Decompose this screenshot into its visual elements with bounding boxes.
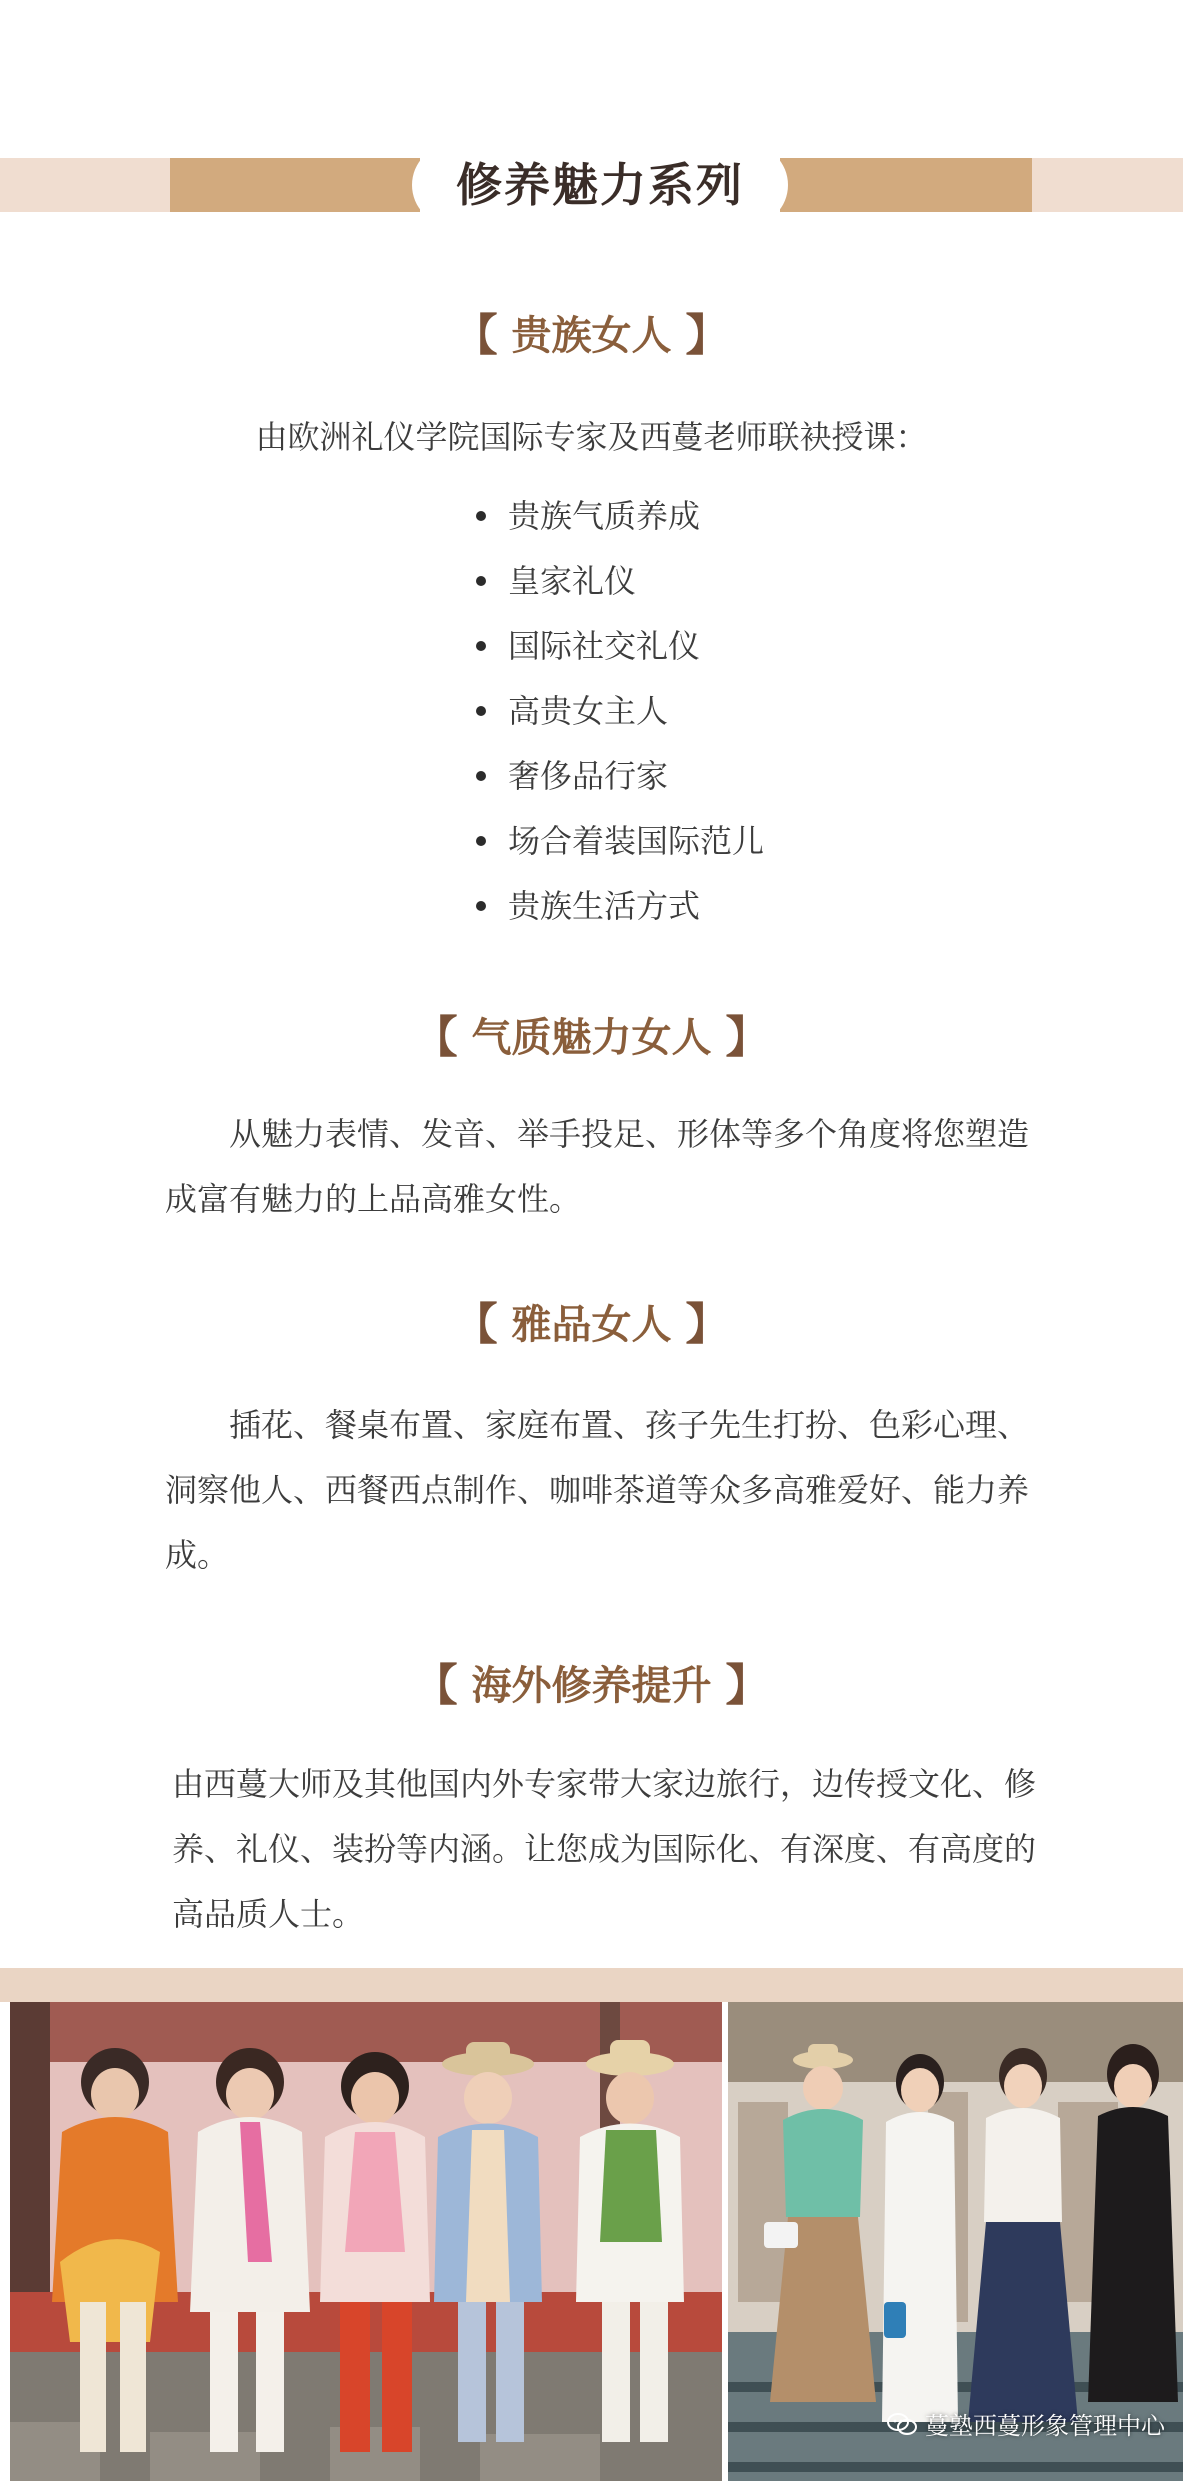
list-item [470, 683, 764, 748]
section-body: 插花、餐桌布置、家庭布置、孩子先生打扮、色彩心理、洞察他人、西餐西点制作、咖啡茶道等众多高雅爱好、能力养成。 [165, 1406, 1030, 1574]
bullet-icon [476, 641, 486, 651]
photo-strip-bar [0, 1968, 1183, 2002]
bracket-open: 【 [453, 1299, 498, 1350]
section-heading-noble-woman [0, 308, 1183, 364]
section-heading-text: 贵族女人 [511, 313, 672, 359]
section-heading-elegant-woman [0, 1297, 1183, 1353]
list-item [470, 878, 764, 943]
bullet-icon [476, 836, 486, 846]
list-item [470, 553, 764, 618]
list-item-text: 贵族气质养成 [508, 497, 701, 535]
bracket-close: 】 [685, 1299, 730, 1350]
bullet-icon [476, 901, 486, 911]
list-item-text: 贵族生活方式 [508, 887, 701, 925]
banner-stripe-right-dark [780, 158, 1032, 212]
wechat-icon [887, 2412, 917, 2436]
course-list [470, 488, 764, 943]
list-item [470, 748, 764, 813]
section-heading-text: 雅品女人 [511, 1302, 672, 1348]
section-body: 从魅力表情、发音、举手投足、形体等多个角度将您塑造成富有魅力的上品高雅女性。 [165, 1115, 1030, 1218]
banner-stripe-left-dark [170, 158, 420, 212]
banner-title: 修养魅力系列 [456, 158, 744, 212]
section-body: 由西蔓大师及其他国内外专家带大家边旅行，边传授文化、修养、礼仪、装扮等内涵。让您成为国际化、有深度、有高度的高品质人士。 [172, 1765, 1037, 1933]
banner-stripe-left-light [0, 158, 170, 212]
series-banner [0, 158, 1183, 212]
section-heading-text: 海外修养提升 [471, 1663, 712, 1709]
section-heading-text: 气质魅力女人 [471, 1015, 712, 1061]
section-heading-overseas [0, 1658, 1183, 1714]
bracket-close: 】 [725, 1012, 770, 1063]
bracket-close: 】 [725, 1660, 770, 1711]
list-item [470, 813, 764, 878]
list-item-text: 国际社交礼仪 [508, 627, 701, 665]
bullet-icon [476, 511, 486, 521]
list-item-text: 奢侈品行家 [508, 757, 669, 795]
bracket-open: 【 [453, 310, 498, 361]
photo-area [0, 2002, 1183, 2481]
bullet-icon [476, 706, 486, 716]
section-heading-charm-woman [0, 1010, 1183, 1066]
list-item [470, 618, 764, 683]
watermark-text: 蔓塾西蔓形象管理中心 [925, 2412, 1165, 2440]
list-item-text: 场合着装国际范儿 [508, 822, 765, 860]
bullet-icon [476, 771, 486, 781]
group-photo-shop [728, 2002, 1183, 2481]
list-item-text: 皇家礼仪 [508, 562, 637, 600]
banner-stripe-right-light [1032, 158, 1183, 212]
group-photo-bench [10, 2002, 722, 2481]
bullet-icon [476, 576, 486, 586]
watermark [887, 2406, 1165, 2441]
bracket-open: 【 [413, 1012, 458, 1063]
bracket-close: 】 [685, 310, 730, 361]
bracket-open: 【 [413, 1660, 458, 1711]
list-item [470, 488, 764, 553]
list-item-text: 高贵女主人 [508, 692, 669, 730]
section-intro: 由欧洲礼仪学院国际专家及西蔓老师联袂授课： [255, 418, 928, 456]
